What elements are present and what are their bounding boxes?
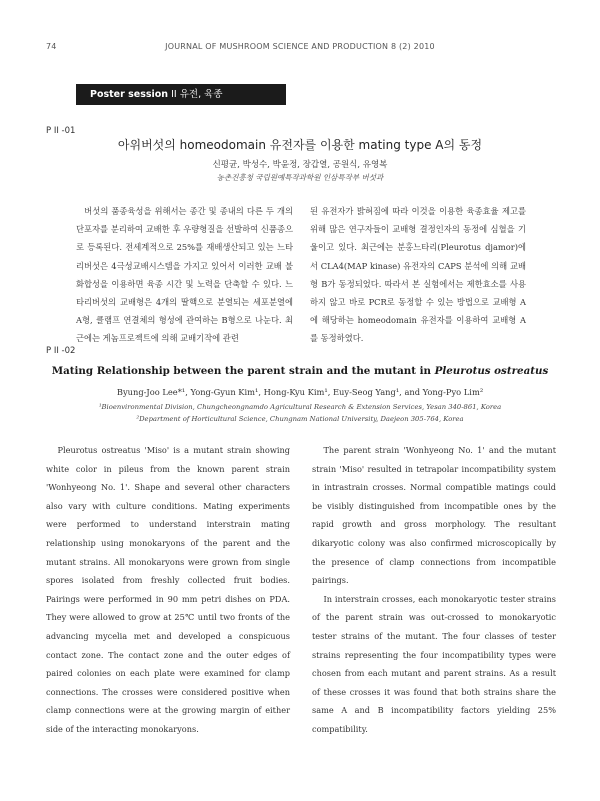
session-label: Poster session [90, 89, 169, 100]
page-number: 74 [46, 42, 57, 51]
affiliation-1: 농촌진흥청 국립원예특작과학원 인삼특작부 버섯과 [216, 173, 384, 182]
session-banner [76, 84, 286, 105]
abstract-title-1: 아위버섯의 homeodomain 유전자를 이용한 mating type A의 동정 [117, 138, 483, 152]
abstract-title-2 [0, 365, 600, 377]
authors-2: Byung-Joo Lee*¹, Yong-Gyun Kim¹, Hong-Kyu Kim¹, Euy-Seog Yang¹, and Yong-Pyo Lim² [116, 387, 484, 397]
abstract1-left-text: 버섯의 품종육성을 위해서는 종간 및 종내의 다른 두 개의 단포자를 분리하여 교배한 후 우량형질을 선발하여 신품종으로 등록된다. 전세계적으로 25%를 재배생산되고 있는 느타리버섯은 4극성교배시스템을 가지고 있어서 이러한 교배 불화합성을 이용하면 육종 시간 및 노력을 단축할 수 있다. 느타리버섯의 교배형은 4개의 딸핵으로 분열되는 세포분열에 A형, 클램프 연결체의 형성에 관여하는 B형으로 나눈다. 최근에는 게놈프로젝트에 의해 교배기작에 관련 [76, 206, 293, 344]
session-topic: 유전, 육종 [179, 89, 223, 100]
journal-title: JOURNAL OF MUSHROOM SCIENCE AND PRODUCTION 8 (2) 2010 [165, 42, 435, 51]
abstract2-right-para2: In interstrain crosses, each monokaryotic tester strains of the parent strain was out-crossed to monokaryotic tester strains of the mutant. The four classes of tester strains representing the four incompatibility types were chosen from each mutant and parent strains. As a result of these crosses it was found that both strains share the same A and B incompatibility factors yielding 25% compatibility. [312, 593, 556, 734]
abstract1-right-text: 된 유전자가 밝혀짐에 따라 이것을 이용한 육종효율 제고를 위해 많은 연구자들이 교배형 결정인자의 동정에 심혈을 기울이고 있다. 최근에는 분홍느타리(Pleurotus djamor)에서 CLA4(MAP kinase) 유전자의 CAPS 분석에 의해 교배형 B가 동정되었다. 따라서 본 실험에서는 제한효소를 사용하지 않고 바로 PCR로 동정할 수 있는 방법으로 교배형 A에 해당하는 homeodomain 유전자를 이용하여 교배형 A를 동정하였다. [310, 206, 526, 344]
abstract2-left-column [46, 441, 290, 739]
authors-1: 신평균, 박성수, 박윤정, 장갑열, 공원식, 유영복 [212, 160, 388, 170]
session-separator: II [171, 89, 177, 100]
abstract1-right-column [310, 202, 526, 348]
abstract2-right-para1: The parent strain 'Wonhyeong No. 1' and the mutant strain 'Miso' resulted in tetrapolar incompatibility system in intrastrain crosses. Normal compatible matings could be visibly distinguished from incompatible ones by the rapid growth and gross morphology. The resultant dikaryotic colony was also confirmed microscopically by the presence of clamp connections from incompatible pairings. [312, 445, 556, 586]
title-main: Mating Relationship between the parent strain and the mutant in [51, 365, 435, 377]
abstract-code-2: P II -02 [46, 346, 76, 356]
abstract2-left-text: Pleurotus ostreatus 'Miso' is a mutant strain showing white color in pileus from the known parent strain 'Wonhyeong No. 1'. Shape and several other characters also vary with culture conditions. Mating experiments were performed to understand interstrain mating relationship using monokaryons of the parent and the mutant strains. All monokaryons were grown from single spores isolated from freshly collected fruit bodies. Pairings were performed in 90 mm petri dishes on PDA. They were allowed to grow at 25℃ until two fronts of the advancing mycelia met and developed a conspicuous contact zone. The contact zone and the outer edges of paired colonies on each plate were examined for clamp connections. The crosses were considered positive when clamp connections were at the growing margin of either side of the interacting monokaryons. [46, 445, 290, 734]
title-species: Pleurotus ostreatus [434, 365, 549, 377]
abstract2-right-column [312, 441, 556, 739]
abstract1-left-column [76, 202, 293, 348]
affiliation-2b: ²Department of Horticultural Science, Chungnam National University, Daejeon 305-764, Korea [136, 415, 464, 423]
affiliation-2a: ¹Bioenvironmental Division, Chungcheongnamdo Agricultural Research & Extension Services, Yesan 340-861, Korea [98, 403, 502, 411]
abstract-code-1: P II -01 [46, 126, 76, 136]
